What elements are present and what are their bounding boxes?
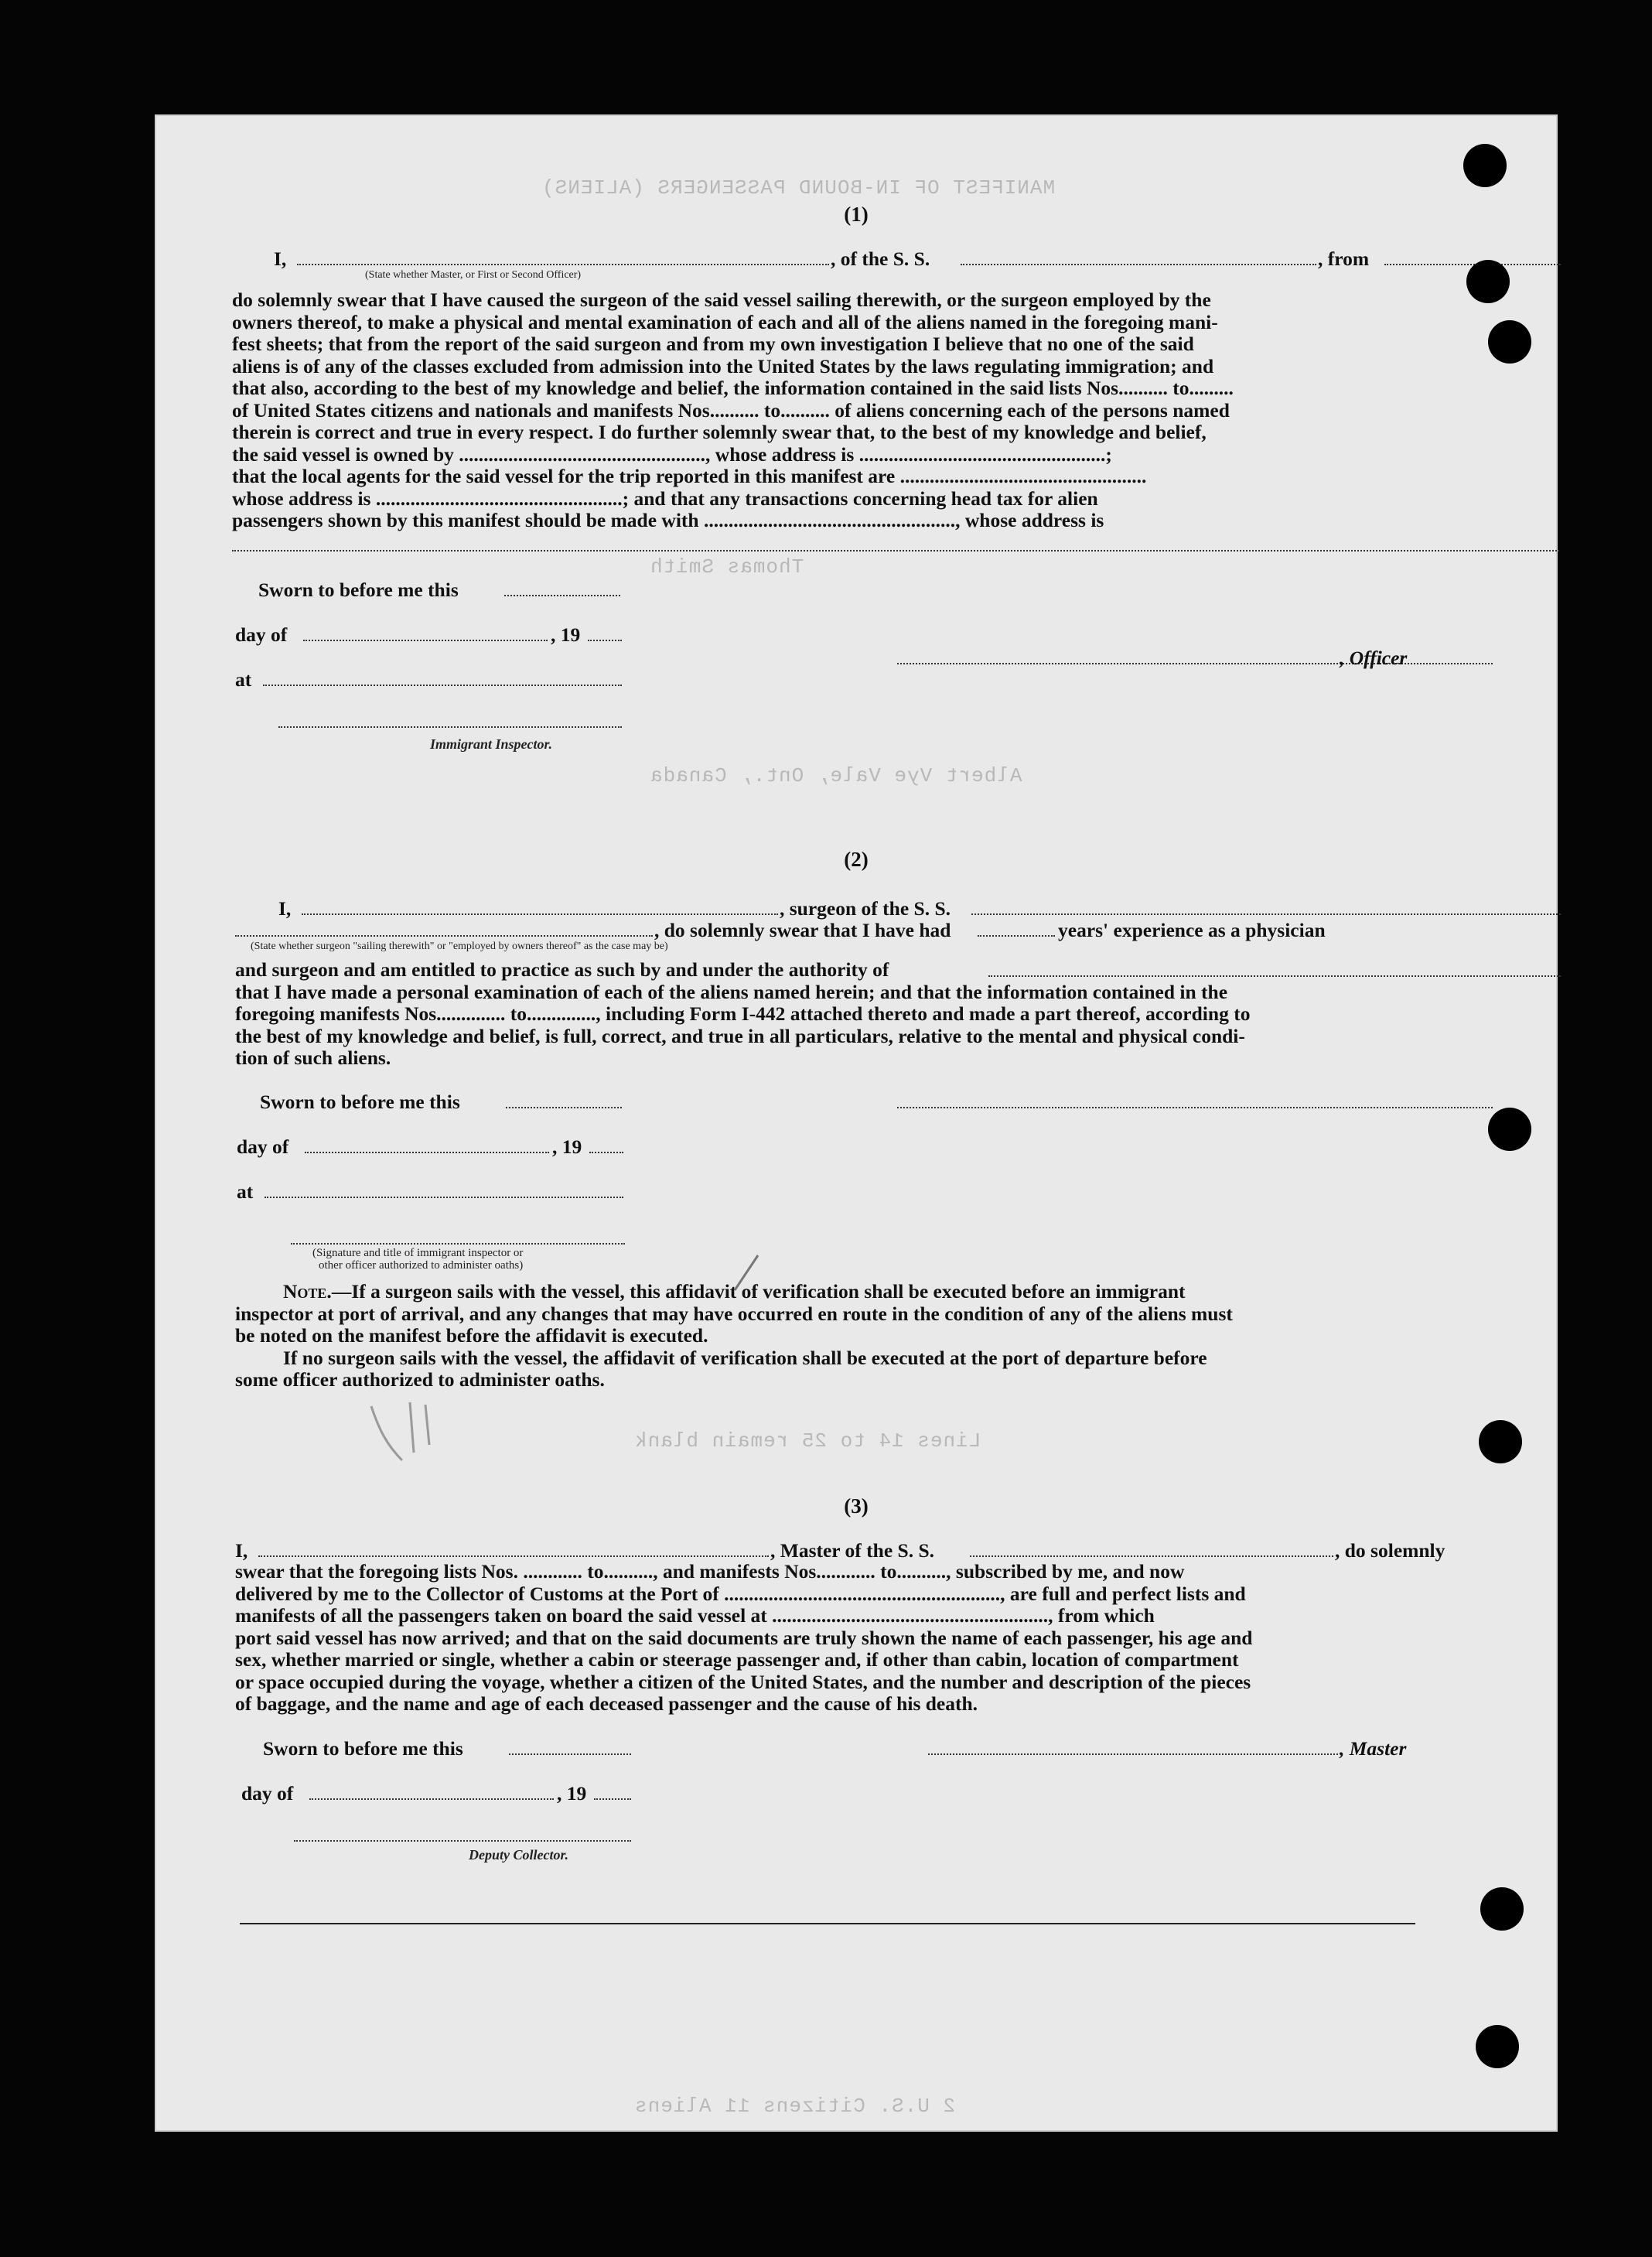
at-field[interactable]	[263, 668, 622, 691]
surgeon-type-field[interactable]	[235, 919, 653, 942]
year-field[interactable]	[589, 1135, 623, 1159]
body-line: foregoing manifests Nos.............. to.............., including Form I-442 attached thereto and made a part thereof, according to	[235, 1002, 1251, 1025]
note-line	[235, 1281, 1559, 1303]
body-line: sex, whether married or single, whether a cabin or steerage passenger and, if other than cabin, location of compartment	[235, 1648, 1239, 1671]
body-line: owners thereof, to make a physical and mental examination of each and all of the aliens named in the foregoing mani-	[232, 310, 1218, 333]
body-line: that I have made a personal examination of each of the aliens named herein; and that the information contained in the	[235, 980, 1228, 1003]
section-1-number: (1)	[844, 203, 869, 226]
section-2-number: (2)	[844, 848, 869, 871]
binder-hole	[1463, 144, 1507, 187]
section-1-i-label: I,	[274, 248, 287, 270]
day-of-label: day of	[237, 1135, 289, 1158]
section-2-i-label: I,	[278, 897, 292, 920]
day-of-field[interactable]	[309, 1782, 554, 1805]
pencil-mark	[727, 1251, 773, 1298]
bleed-through-text: MANIFEST OF IN-BOUND PASSENGERS (ALIENS)	[541, 176, 1056, 200]
surgeon-note: (State whether surgeon "sailing therewith" or "employed by owners thereof" as the case may be)	[251, 941, 668, 952]
do-solemnly-label: , do solemnly swear that I have had	[654, 919, 951, 941]
officer-label: , Officer	[1340, 647, 1408, 669]
day-of-label: day of	[241, 1782, 294, 1805]
binder-hole	[1488, 1108, 1531, 1151]
binder-hole	[1488, 320, 1531, 364]
master-label: , Master	[1340, 1737, 1407, 1760]
master-name-field[interactable]	[297, 248, 829, 271]
master-name-field[interactable]	[258, 1539, 769, 1562]
years-experience-label: years' experience as a physician	[1058, 919, 1326, 941]
bleed-through-text: Thomas Smith	[650, 555, 804, 579]
year-field[interactable]	[588, 623, 622, 647]
vessel-name-field[interactable]	[970, 1539, 1333, 1562]
day-of-field[interactable]	[305, 1135, 549, 1159]
body-line: delivered by me to the Collector of Customs at the Port of ........................................................, are full and perfect lists and	[235, 1582, 1246, 1605]
surgeon-signature-field[interactable]	[897, 1091, 1493, 1114]
body-line: manifests of all the passengers taken on board the said vessel at ........................................................, from which	[235, 1604, 1155, 1627]
note-line: some officer authorized to administer oaths.	[235, 1368, 605, 1391]
body-line: or space occupied during the voyage, whether a citizen of the United States, and the number and description of the pieces	[235, 1670, 1251, 1693]
sworn-date-field[interactable]	[504, 579, 620, 602]
body-line: swear that the foregoing lists Nos. ............ to.........., and manifests Nos............ to.........., subscribed by me, and now	[235, 1560, 1185, 1583]
binder-hole	[1476, 2025, 1519, 2068]
day-of-label: day of	[235, 623, 288, 646]
section-3-i-label: I,	[235, 1539, 248, 1562]
day-of-field[interactable]	[303, 623, 548, 647]
vessel-name-field[interactable]	[961, 248, 1316, 271]
section-3-body	[235, 1561, 1559, 1716]
sworn-label: Sworn to before me this	[263, 1737, 463, 1760]
bottom-rule	[240, 1923, 1415, 1924]
sworn-label: Sworn to before me this	[260, 1091, 460, 1113]
inspector-signature-field[interactable]	[278, 710, 622, 733]
surgeon-of-label: , surgeon of the S. S.	[780, 897, 951, 920]
at-field[interactable]	[265, 1180, 623, 1204]
master-of-label: , Master of the S. S.	[770, 1539, 935, 1562]
surgeon-vessel-field[interactable]	[971, 897, 1561, 920]
sworn-date-field[interactable]	[506, 1091, 622, 1114]
note-line: If no surgeon sails with the vessel, the affidavit of verification shall be executed at the port of departure before	[283, 1346, 1207, 1369]
body-line: fest sheets; that from the report of the said surgeon and from my own investigation I believe that no one of the said	[232, 333, 1194, 355]
sworn-date-field[interactable]	[509, 1737, 631, 1760]
deputy-signature-field[interactable]	[294, 1824, 631, 1847]
binder-hole	[1480, 1887, 1524, 1931]
master-signature-field[interactable]	[928, 1737, 1338, 1760]
body-line: whose address is ..................................................; and that any transactions concerning head tax for alien	[232, 487, 1098, 510]
years-field[interactable]	[978, 919, 1055, 942]
pencil-mark	[364, 1398, 456, 1468]
do-solemnly-label: , do solemnly	[1335, 1539, 1446, 1562]
immigrant-inspector-label: Immigrant Inspector.	[430, 736, 553, 752]
body-line: port said vessel has now arrived; and that on the said documents are truly shown the name of each passenger, his age and	[235, 1626, 1253, 1649]
body-line: aliens is of any of the classes excluded from admission into the United States by the laws regulating immigration; and	[232, 354, 1214, 377]
body-line: the best of my knowledge and belief, is full, correct, and true in all particulars, relative to the mental and physical condi-	[235, 1024, 1245, 1047]
binder-hole	[1466, 260, 1510, 303]
body-line: that the local agents for the said vessel for the trip reported in this manifest are ..................................................	[232, 465, 1147, 487]
body-line: of United States citizens and nationals and manifests Nos.......... to.......... of aliens concerning each of the persons named	[232, 398, 1230, 422]
body-line: therein is correct and true in every respect. I do further solemnly swear that, to the best of my knowledge and belief,	[232, 421, 1207, 443]
body-line: do solemnly swear that I have caused the surgeon of the said vessel sailing therewith, or the surgeon employed by the	[232, 289, 1211, 311]
master-note: (State whether Master, or First or Second Officer)	[365, 269, 582, 281]
deputy-collector-label: Deputy Collector.	[469, 1847, 568, 1863]
authority-field[interactable]	[988, 959, 1561, 982]
sworn-label: Sworn to before me this	[258, 579, 459, 601]
of-ss-label: , of the S. S.	[831, 248, 930, 270]
note-text: —If a surgeon sails with the vessel, this affidavit of verification shall be executed before an immigrant	[331, 1280, 1186, 1303]
body-line: tion of such aliens.	[235, 1047, 391, 1069]
body-line: and surgeon and am entitled to practice as such by and under the authority of	[235, 958, 889, 981]
bleed-through-text: 2 U.S. Citizens 11 Aliens	[634, 2095, 956, 2118]
surgeon-name-field[interactable]	[302, 897, 778, 920]
at-label: at	[237, 1180, 254, 1203]
body-line: that also, according to the best of my knowledge and belief, the information contained in the said lists Nos.......... to.........	[232, 377, 1234, 399]
address-continuation-field[interactable]	[232, 534, 1559, 557]
from-label: , from	[1318, 248, 1370, 270]
section-1-body	[232, 289, 1559, 532]
bleed-through-text: Lines 14 to 25 remain blank	[634, 1429, 981, 1453]
body-line: of baggage, and the name and age of each deceased passenger and the cause of his death.	[235, 1692, 978, 1715]
note-line: be noted on the manifest before the affidavit is executed.	[235, 1324, 708, 1347]
signature-note: other officer authorized to administer oaths)	[319, 1259, 524, 1272]
manifest-back-page	[155, 114, 1558, 2132]
body-line: the said vessel is owned by .................................................., whose address is ..................................................;	[232, 442, 1112, 466]
at-label: at	[235, 668, 252, 691]
signature-note: (Signature and title of immigrant inspector or	[312, 1247, 524, 1259]
note-line: inspector at port of arrival, and any changes that may have occurred en route in the condition of any of the aliens must	[235, 1302, 1233, 1325]
year-label: , 19	[557, 1782, 587, 1805]
body-line: passengers shown by this manifest should be made with ..................................................., whose address is	[232, 509, 1104, 531]
binder-hole	[1479, 1420, 1522, 1463]
note-label: Note.	[283, 1280, 332, 1303]
year-label: , 19	[552, 1135, 582, 1158]
year-label: , 19	[551, 623, 581, 646]
bleed-through-text: Albert Vye Vale, Ont., Canada	[650, 764, 1022, 787]
year-field[interactable]	[594, 1782, 631, 1805]
section-3-number: (3)	[844, 1494, 869, 1518]
note-paragraph	[235, 1281, 1559, 1391]
